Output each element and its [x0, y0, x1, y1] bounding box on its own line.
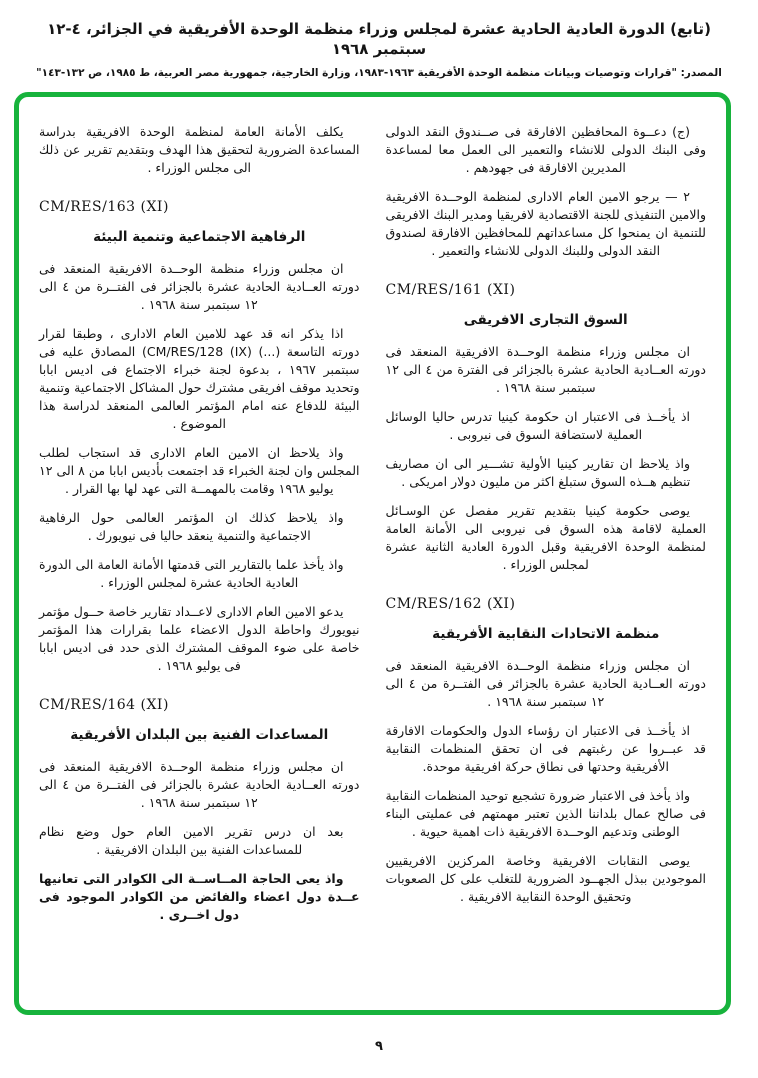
body-paragraph: اذ يأخــذ فى الاعتبار ان حكومة كينيا تدرس حاليا الوسائل العملية لاستضافة السوق فى نيروبى .: [385, 409, 690, 442]
body-paragraph: يوصى النقابات الافريقية وخاصة المركزين الافريقيين الموجودين ببذل الجهــود الضرورية للتغلب على كل الصعوبات وتحقيق الوحدة النقابية الافريقية .: [385, 853, 706, 904]
resolution-number: CM/RES/163 (XI): [39, 199, 169, 215]
column-left: [39, 123, 360, 994]
body-paragraph: واذ يلاحظ ان الامين العام الادارى قد استجاب لطلب المجلس وان لجنة الخبراء قد اجتمعت بأديس ابابا من ٨ الى ١٢ يوليو ١٩٦٨ وقامت بالمهمــة التى عهد لها بها القرار .: [39, 445, 360, 496]
source-citation: المصدر: "قرارات وتوصيات وبيانات منظمة الوحدة الأفريقية ١٩٦٣-١٩٨٣، وزارة الخارجية، جمهورية مصر العربية، ط ١٩٨٥، ص ١٣٢-١٤٣": [36, 66, 722, 79]
two-column-layout: [39, 123, 706, 994]
body-paragraph: ان مجلس وزراء منظمة الوحــدة الافريقية المنعقد فى دورته العــادية الحادية عشرة بالجزائر فى الفتــرة من ٤ الى ١٢ سبتمبر سنة ١٩٦٨ .: [385, 658, 706, 709]
body-paragraph: يدعو الامين العام الادارى لاعــداد تقارير خاصة حــول مؤتمر نيويورك واحاطة الدول الاعضاء علما بقرارات هذا المؤتمر خاصة على ضوء الموقف المشترك الذى حدد فى اديس ابابا فى يوليو ١٩٦٨ .: [39, 604, 360, 673]
body-paragraph: ان مجلس وزراء منظمة الوحــدة الافريقية المنعقد فى دورته العــادية الحادية عشرة بالجزائر فى الفتــرة من ٤ الى ١٢ سبتمبر سنة ١٩٦٨ .: [39, 759, 360, 810]
section-heading: المساعدات الفنية بين البلدان الأفريقية: [70, 727, 329, 743]
body-paragraph: (ج) دعــوة المحافظين الافارقة فى صــندوق النقد الدولى وفى البنك الدولى للانشاء والتعمير الى العمل معا لمساعدة المديرين الافارقة فى جهودهم .: [385, 124, 706, 175]
page-number: ٩: [375, 1039, 383, 1054]
body-paragraph: واذ يلاحظ ان تقارير كينيا الأولية تشـــير الى ان مصاريف تنظيم هــذه السوق ستبلغ اكثر من مليون دولار امريكى .: [385, 456, 691, 489]
body-paragraph: واذ يأخذ علما بالتقارير التى قدمتها الأمانة العامة الى الدورة العادية الحادية عشرة لمجلس الوزراء .: [39, 557, 344, 590]
column-right: [386, 123, 707, 994]
body-paragraph: يوصى حكومة كينيا بتقديم تقرير مفصل عن الوسـائل العملية لاقامة هذه السوق فى نيروبى الى الأمانة العامة لمنظمة الوحدة الافريقية وقبل الدورة العادية الثانية عشرة لمجلس الوزراء .: [385, 503, 706, 572]
body-paragraph: اذا يذكر انه قد عهد للامين العام الادارى ، وطبقا لقرار دورته التاسعة (...) ⁦(CM/RES/128 (IX)⁩ المصادق عليه فى سبتمبر ١٩٦٧ ، بدعوة لجنة خبراء الاجتماع فى اديس ابابا وتحديد موقف افريقى مشترك حول المشاكل الاجتماعية وتنمية البيئة للدفاع عنه امام المؤتمر العالمى المنعقد لدراسة هذا الموضوع .: [39, 326, 360, 431]
body-paragraph: واذ يلاحظ كذلك ان المؤتمر العالمى حول الرفاهية الاجتماعية والتنمية ينعقد حاليا فى نيويورك .: [39, 510, 344, 543]
body-paragraph: اذ يأخــذ فى الاعتبار ان رؤساء الدول والحكومات الافارقة قد عبــروا عن رغبتهم فى ان تحقق المنظمات النقابية الأفريقية وحدتها فى نطاق حركة افريقية موحدة.: [385, 723, 706, 774]
section-heading: الرفاهية الاجتماعية وتنمية البيئة: [93, 229, 306, 245]
section-heading: السوق التجارى الافريقى: [463, 312, 628, 328]
resolution-number: CM/RES/164 (XI): [39, 697, 169, 713]
body-paragraph: ان مجلس وزراء منظمة الوحــدة الافريقية المنعقد فى دورته العــادية الحادية عشرة بالجزائر فى الفتــرة من ٤ الى ١٢ سبتمبر سنة ١٩٦٨ .: [39, 261, 360, 312]
body-paragraph: واذ يأخذ فى الاعتبار ضرورة تشجيع توحيد المنظمات النقابية فى صالح عمال بلداننا الذين تعتبر مهمتهم فى عمليتى البناء الوطنى وتدعيم الوحــدة الافريقية ذات اهمية حيوية .: [385, 788, 706, 839]
resolution-number: CM/RES/161 (XI): [385, 282, 516, 298]
content-border-box: [14, 92, 731, 1015]
page-header: [0, 0, 758, 79]
section-heading: منظمة الاتحادات النقابية الأفريقية: [432, 626, 660, 642]
body-paragraph: واذ يعى الحاجة المــاســة الى الكوادر التى تعانيها عــدة دول اعضاء والفائض من الكوادر الموجود فى دول اخــرى .: [39, 871, 360, 922]
resolution-number: CM/RES/162 (XI): [385, 596, 516, 612]
body-paragraph: بعد ان درس تقرير الامين العام حول وضع نظام للمساعدات الفنية بين البلدان الافريقية .: [39, 824, 344, 857]
page-title: (تابع) الدورة العادية الحادية عشرة لمجلس وزراء منظمة الوحدة الأفريقية في الجزائر، ٤-١٢ سبتمبر ١٩٦٨: [47, 20, 711, 59]
body-paragraph: ان مجلس وزراء منظمة الوحــدة الافريقية المنعقد فى دورته العــادية الحادية عشرة بالجزائر فى الفترة من ٤ الى ١٢ سبتمبر سنة ١٩٦٨ .: [385, 344, 706, 395]
body-paragraph: ٢ — يرجو الامين العام الادارى لمنظمة الوحــدة الافريقية والامين التنفيذى للجنة الاقتصادية لافريقيا ومدير البنك الافريقى للتنمية ان يمنحوا كل مساعداتهم للمحافظين الافارقة لصندوق النقد الدولى وللبنك الدولى للانشاء والتعمير .: [385, 189, 706, 258]
body-paragraph: يكلف الأمانة العامة لمنظمة الوحدة الافريقية بدراسة المساعدة الضرورية لتحقيق هذا الهدف وبتقديم تقرير عن ذلك الى مجلس الوزراء .: [39, 124, 360, 175]
